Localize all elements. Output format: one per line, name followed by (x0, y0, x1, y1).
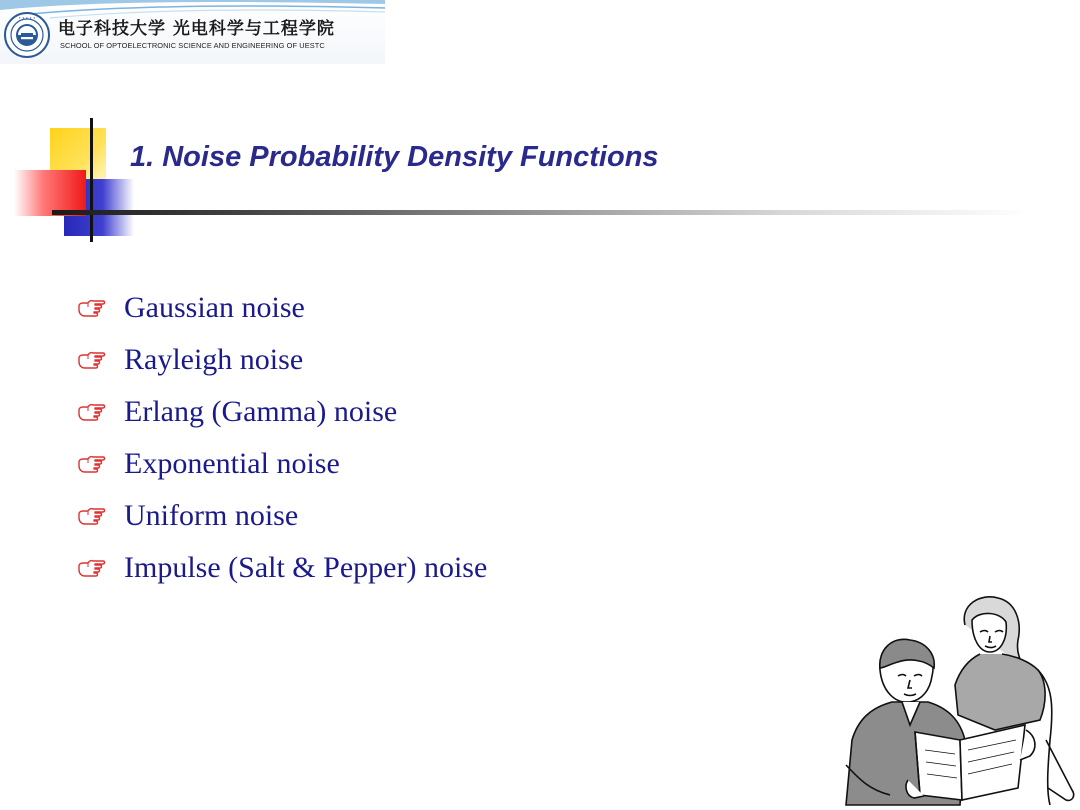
bullet-text: Rayleigh noise (124, 343, 304, 376)
bullet-item (78, 334, 487, 386)
school-english-name: SCHOOL OF OPTOELECTRONIC SCIENCE AND ENGINEERING OF UESTC (60, 41, 325, 50)
bullet-text: Uniform noise (124, 499, 299, 532)
pointing-hand-icon (78, 558, 106, 578)
title-underline (52, 210, 1032, 215)
school-chinese-name: 电子科技大学 光电科学与工程学院 (58, 19, 335, 39)
svg-text:• • • • •: • • • • • (18, 15, 36, 21)
open-book (906, 725, 1035, 800)
bullet-item (78, 386, 487, 438)
bullet-text: Erlang (Gamma) noise (124, 395, 398, 428)
pointing-hand-icon (78, 402, 106, 422)
bullet-list (78, 282, 487, 594)
bullet-item (78, 282, 487, 334)
bullet-text: Impulse (Salt & Pepper) noise (124, 551, 488, 584)
slide-title: 1. Noise Probability Density Functions (130, 141, 659, 173)
pointing-hand-icon (78, 350, 106, 370)
pointing-hand-icon (78, 506, 106, 526)
bullet-item (78, 438, 487, 490)
pointing-hand-icon (78, 298, 106, 318)
school-banner (0, 0, 385, 64)
bullet-text: Exponential noise (124, 447, 340, 480)
decor-vertical-line (90, 118, 93, 242)
two-people-reading-illustration (840, 590, 1080, 810)
uestc-seal-logo (4, 12, 50, 58)
bullet-item (78, 490, 487, 542)
pointing-hand-icon (78, 454, 106, 474)
bullet-text: Gaussian noise (124, 291, 305, 324)
bullet-item (78, 542, 487, 594)
